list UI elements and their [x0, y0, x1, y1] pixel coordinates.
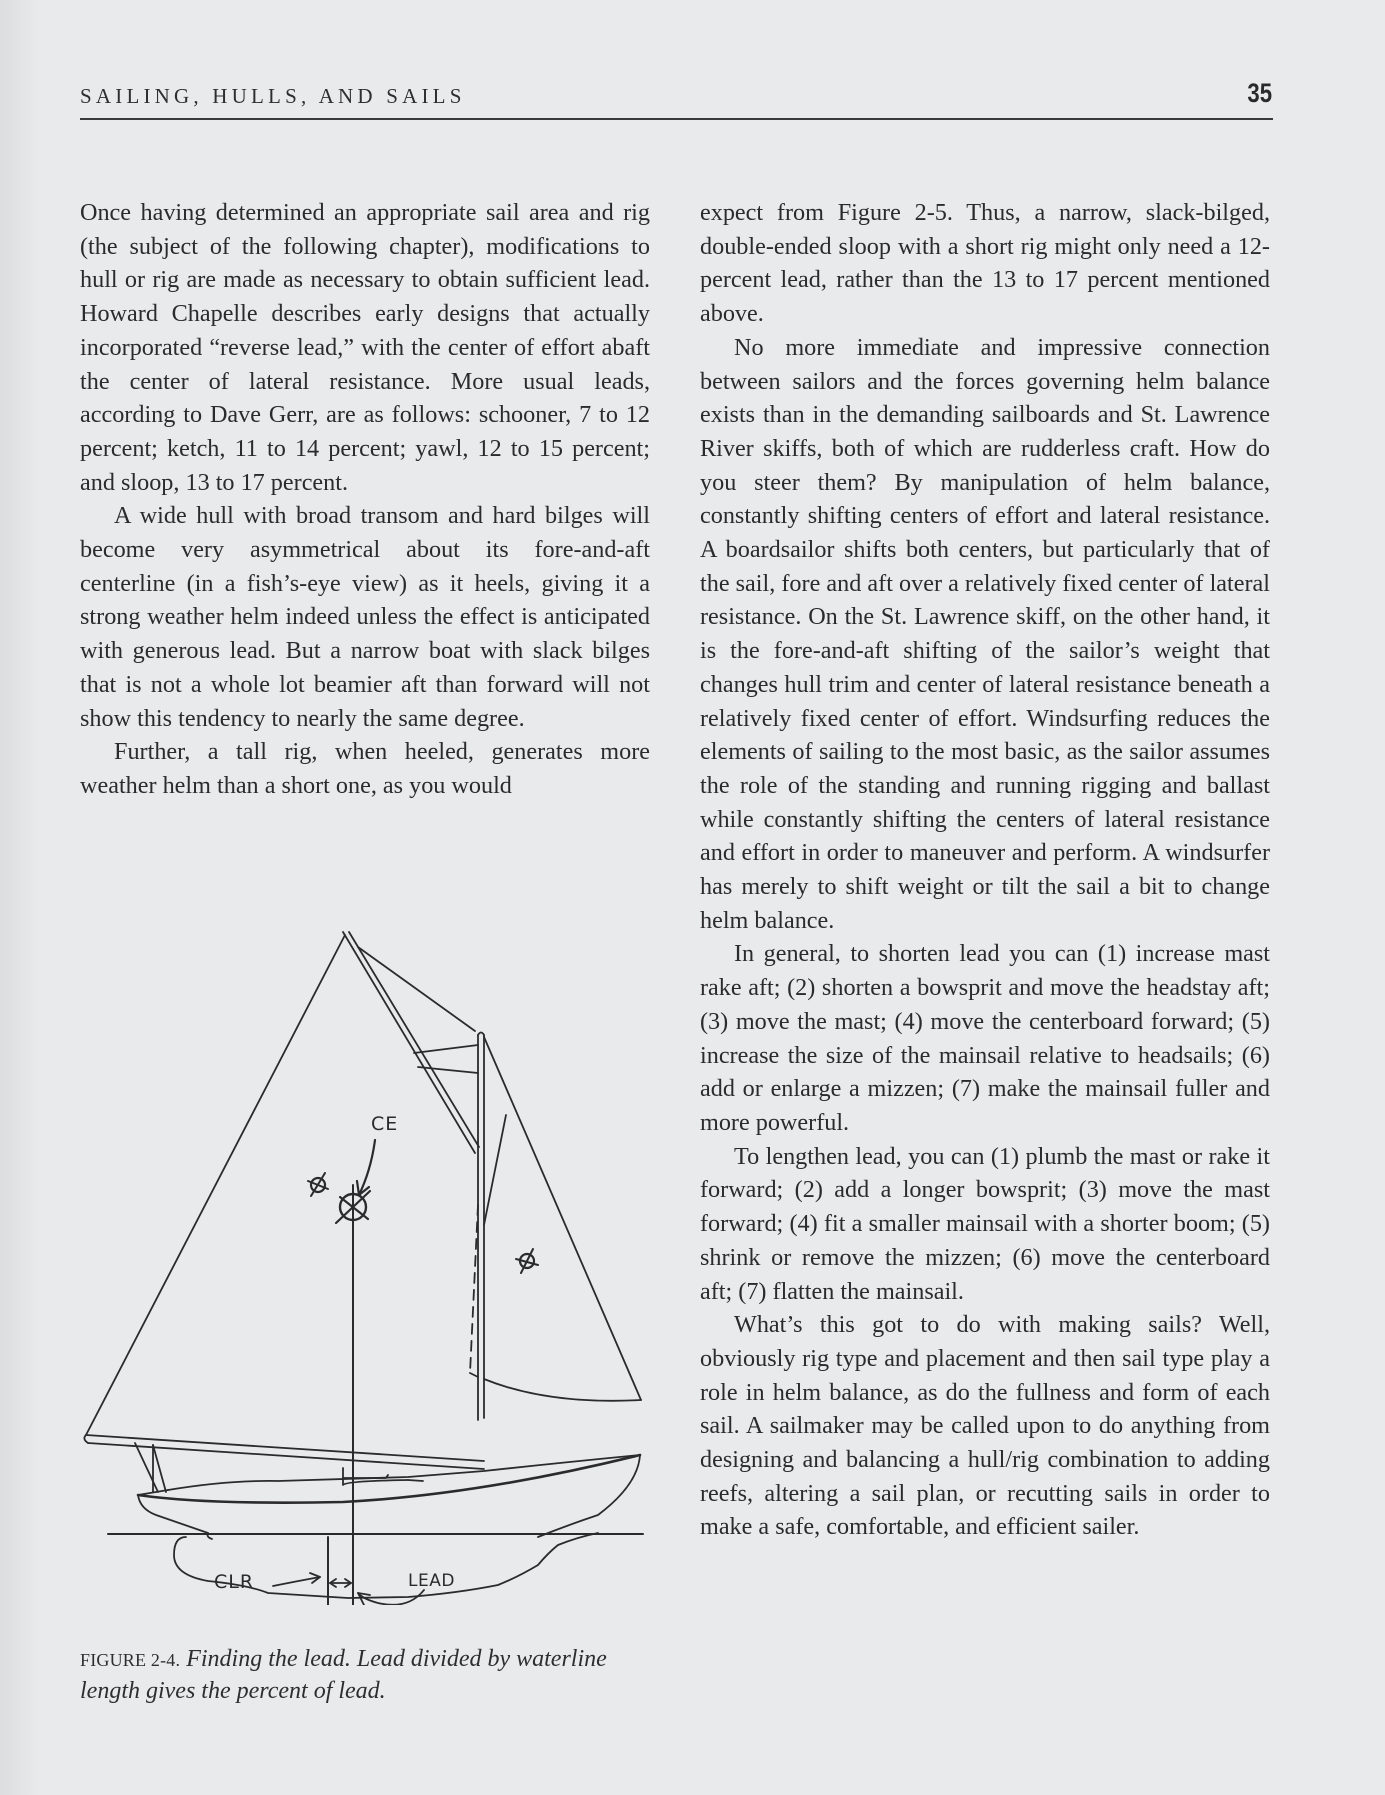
header-rule: [80, 118, 1273, 120]
paragraph: To lengthen lead, you can (1) plumb the mast or rake it forward; (2) add a longer bowsprit; (3) move the mast forward; (4) fit a smaller mainsail with a shorter boom; (5) shrink or remove the mizzen; (6) move the centerboard aft; (7) flatten the mainsail.: [700, 1142, 1270, 1305]
lead-label: LEAD: [408, 1571, 455, 1591]
running-head-title: SAILING, HULLS, AND SAILS: [80, 84, 466, 108]
figure-sailboat-lead-diagram: [78, 925, 648, 1605]
page-edge-shadow: [0, 0, 40, 1795]
left-column: [80, 196, 650, 803]
paragraph: Once having determined an appropriate sail area and rig (the subject of the following chapter), modifications to hull or rig are made as necessary to obtain sufficient lead. Howard Chapelle describes early designs that actually incorporated “reverse lead,” with the center of effort abaft the center of lateral resistance. More usual leads, according to Dave Gerr, are as follows: schooner, 7 to 12 percent; ketch, 11 to 14 percent; yawl, 12 to 15 percent; and sloop, 13 to 17 percent.: [80, 199, 650, 496]
figure-caption: [80, 1644, 650, 1707]
paragraph: A wide hull with broad transom and hard bilges will become very asymmetrical about its fore-and-aft centerline (in a fish’s-eye view) as it heels, giving it a strong weather helm indeed unless the effect is anticipated with generous lead. But a narrow boat with slack bilges that is not a whole lot beamier aft than forward will not show this tendency to nearly the same degree.: [80, 502, 650, 732]
paragraph: No more immediate and impressive connection between sailors and the forces governing helm balance exists than in the demanding sailboards and St. Lawrence River skiffs, both of which are rudderless craft. How do you steer them? By manipulation of helm balance, constantly shifting centers of effort and lateral resistance. A boardsailor shifts both centers, but particularly that of the sail, fore and aft over a relatively fixed center of lateral resistance. On the St. Lawrence skiff, on the other hand, it is the fore-and-aft shifting of the sailor’s weight that changes hull trim and center of lateral resistance beneath a relatively fixed center of effort. Windsurfing reduces the elements of sailing to the most basic, as the sailor assumes the role of the standing and running rigging and ballast while constantly shifting the centers of lateral resistance and effort in order to maneuver and perform. A windsurfer has merely to shift weight or tilt the sail a bit to change helm balance.: [700, 333, 1270, 934]
page-number: 35: [1247, 78, 1272, 108]
right-column: [700, 196, 1270, 1544]
figure-caption-text: Finding the lead. Lead divided by waterline length gives the percent of lead.: [80, 1646, 607, 1704]
paragraph: What’s this got to do with making sails? Well, obviously rig type and placement and then sail type play a role in helm balance, as do the fullness and form of each sail. A sailmaker may be called upon to do anything from designing and balancing a hull/rig combination to adding reefs, altering a sail plan, or recutting sails in order to make a safe, comfortable, and efficient sailer.: [700, 1311, 1270, 1541]
paragraph: expect from Figure 2-5. Thus, a narrow, slack-bilged, double-ended sloop with a short rig might only need a 12-percent lead, rather than the 13 to 17 percent mentioned above.: [700, 199, 1270, 328]
figure-caption-label: FIGURE 2-4.: [80, 1650, 181, 1670]
running-head: [80, 78, 1272, 114]
clr-label: CLR: [214, 1571, 255, 1593]
sailboat-diagram: [78, 925, 648, 1605]
paragraph: In general, to shorten lead you can (1) increase mast rake aft; (2) shorten a bowsprit and move the headstay aft; (3) move the mast; (4) move the centerboard forward; (5) increase the size of the mainsail relative to headsails; (6) add or enlarge a mizzen; (7) make the mainsail fuller and more powerful.: [700, 940, 1270, 1136]
ce-label: CE: [371, 1113, 399, 1135]
paragraph: Further, a tall rig, when heeled, generates more weather helm than a short one, as you would: [80, 738, 650, 799]
